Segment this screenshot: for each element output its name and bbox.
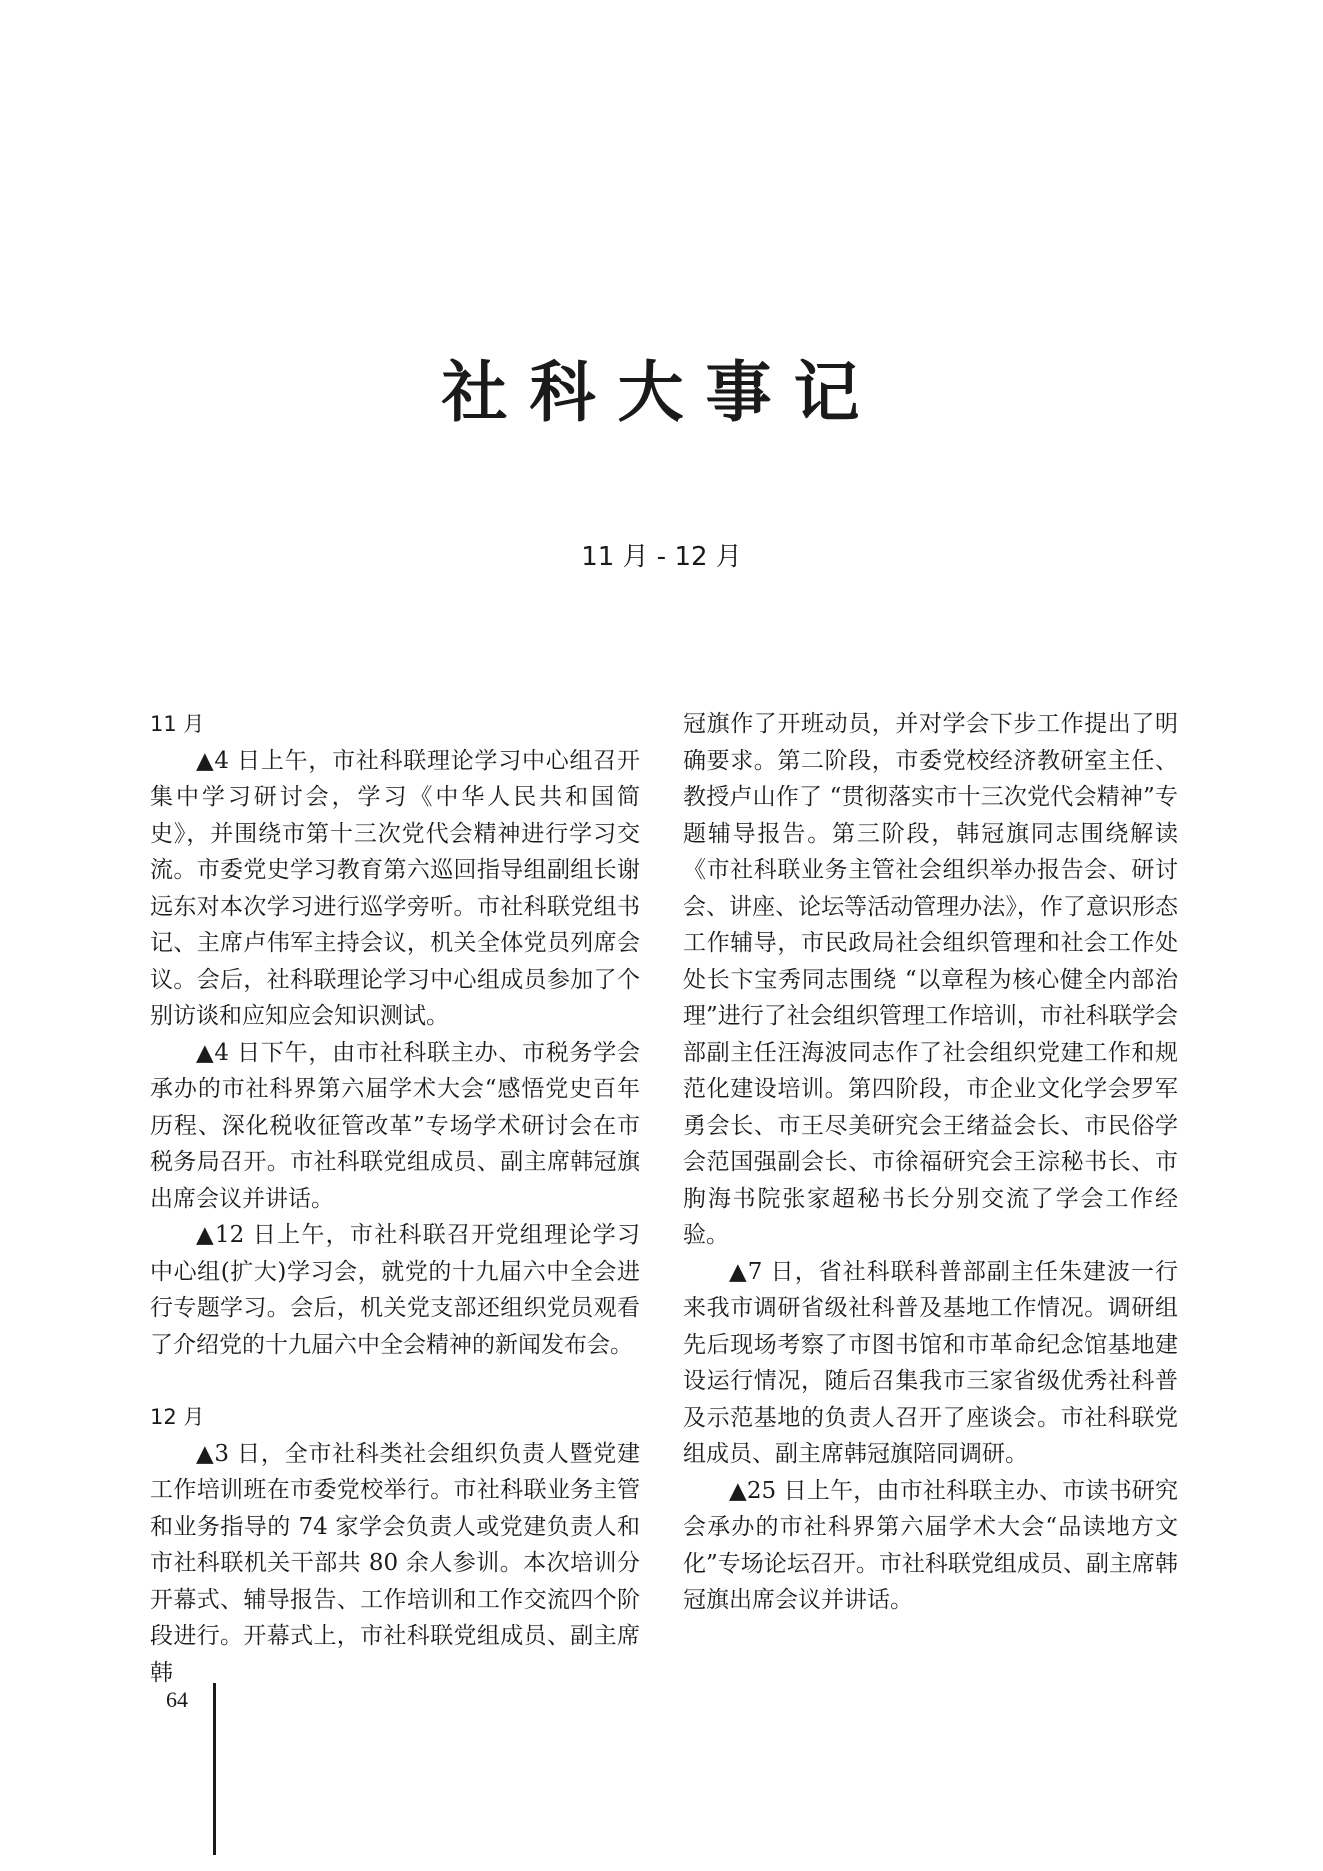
section-heading-december: 12 月 (150, 1405, 205, 1429)
page-number: 64 (166, 1687, 188, 1712)
event-entry: ▲25 日上午，由市社科联主办、市读书研究会承办的市社科界第六届学术大会“品读地方文化”专场论坛召开。市社科联党组成员、副主席韩冠旗出席会议并讲话。 (683, 1477, 1178, 1613)
event-entry: ▲7 日，省社科联科普部副主任朱建波一行来我市调研省级社科普及基地工作情况。调研组先后现场考察了市图书馆和市革命纪念馆基地建设运行情况，随后召集我市三家省级优秀社科普及示范基地的负责人召开了座谈会。市社科联党组成员、副主席韩冠旗陪同调研。 (683, 1258, 1178, 1467)
section-heading-november: 11 月 (150, 712, 205, 736)
page-number-rule (213, 1683, 216, 1855)
event-entry: ▲3 日，全市社科类社会组织负责人暨党建工作培训班在市委党校举行。市社科联业务主管和业务指导的 74 家学会负责人或党建负责人和市社科联机关干部共 80 余人参训。本次培训分开幕式、辅导报告、工作培训和工作交流四个阶段进行。开幕式上，市社科联党组成员、副主席韩 (150, 1440, 640, 1686)
event-entry: ▲4 日下午，由市社科联主办、市税务学会承办的市社科界第六届学术大会“感悟党史百年历程、深化税收征管改革”专场学术研讨会在市税务局召开。市社科联党组成员、副主席韩冠旗出席会议并讲话。 (150, 1039, 640, 1212)
event-entry: ▲4 日上午，市社科联理论学习中心组召开集中学习研讨会，学习《中华人民共和国简史》，并围绕市第十三次党代会精神进行学习交流。市委党史学习教育第六巡回指导组副组长谢远东对本次学习进行巡学旁听。市社科联党组书记、主席卢伟军主持会议，机关全体党员列席会议。会后，社科联理论学习中心组成员参加了个别访谈和应知应会知识测试。 (150, 747, 640, 1029)
page-title: 社科大事记 (441, 353, 882, 431)
right-column (683, 706, 1178, 1619)
event-entry: ▲12 日上午，市社科联召开党组理论学习中心组(扩大)学习会，就党的十九届六中全会进行专题学习。会后，机关党支部还组织党员观看了介绍党的十九届六中全会精神的新闻发布会。 (150, 1222, 640, 1358)
date-range-subtitle: 11 月 - 12 月 (581, 542, 742, 572)
left-column (150, 706, 640, 1691)
event-entry-continued: 冠旗作了开班动员，并对学会下步工作提出了明确要求。第二阶段，市委党校经济教研室主任、教授卢山作了 “贯彻落实市十三次党代会精神”专题辅导报告。第三阶段，韩冠旗同志围绕解读《市社科联业务主管社会组织举办报告会、研讨会、讲座、论坛等活动管理办法》，作了意识形态工作辅导，市民政局社会组织管理和社会工作处处长卞宝秀同志围绕 “以章程为核心健全内部治理”进行了社会组织管理工作培训，市社科联学会部副主任汪海波同志作了社会组织党建工作和规范化建设培训。第四阶段，市企业文化学会罗军勇会长、市王尽美研究会王绪益会长、市民俗学会范国强副会长、市徐福研究会王淙秘书长、市朐海书院张家超秘书长分别交流了学会工作经验。 (683, 711, 1178, 1248)
